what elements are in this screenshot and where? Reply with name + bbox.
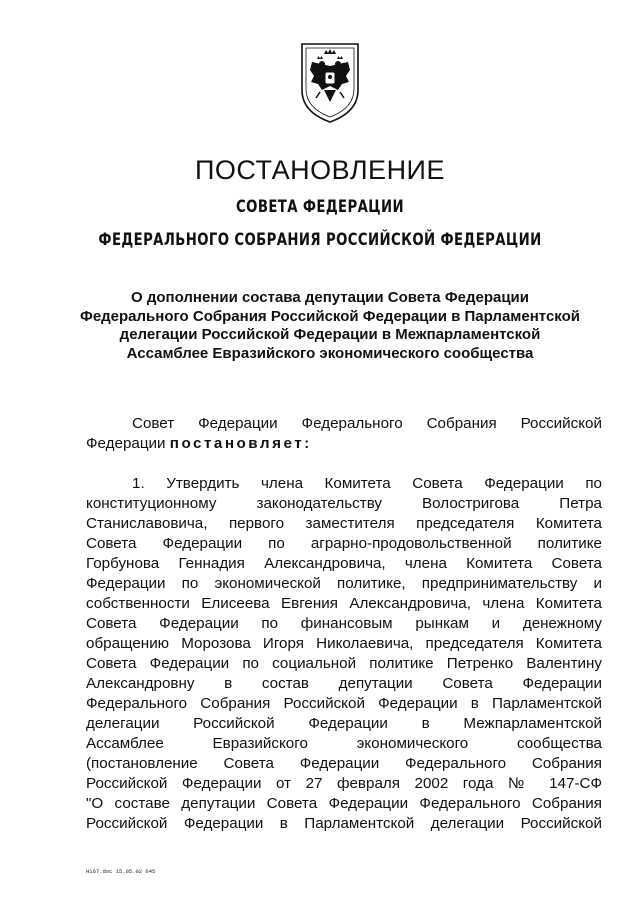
resolves-word: постановляет: — [169, 435, 312, 452]
document-subtitle-assembly: ФЕДЕРАЛЬНОГО СОБРАНИЯ РОССИЙСКОЙ ФЕДЕРАЦИИ — [98, 230, 542, 250]
clause-line: Александровну в состав депутации Совета Федерации — [86, 675, 602, 692]
heading-line: делегации Российской Федерации в Межпарламентской — [119, 326, 541, 343]
clause-line: Российской Федерации в Парламентской делегации Российской — [86, 815, 602, 832]
heading-line: Федерального Собрания Российской Федерации в Парламентской — [80, 307, 580, 325]
resolution-heading — [55, 289, 605, 363]
clause-line: обращению Морозова Игоря Николаевича, председателя Комитета — [86, 635, 602, 652]
clause-line: Совета Федерации по социальной политике Петренко Валентину — [86, 655, 602, 672]
clause-line: (постановление Совета Федерации Федерального Собрания — [86, 755, 602, 772]
clause-line: "О составе депутации Совета Федерации Федерального Собрания — [86, 795, 602, 812]
clause-1 — [86, 474, 602, 834]
intro-paragraph — [86, 414, 602, 454]
heading-line: Ассамблее Евразийского экономического сообщества — [126, 344, 534, 362]
clause-line: 1. Утвердить члена Комитета Совета Федерации по — [132, 475, 602, 492]
intro-line-prefix: Федерации — [86, 435, 166, 452]
intro-line: Совет Федерации Федерального Собрания Российской — [132, 415, 602, 432]
clause-line: делегации Российской Федерации в Межпарламентской — [86, 715, 602, 732]
clause-line: Федерального Собрания Российской Федерации в Парламентской — [86, 695, 602, 712]
heading-line: О дополнении состава депутации Совета Федерации — [130, 289, 529, 306]
clause-line: Горбунова Геннадия Александровича, члена Комитета Совета — [86, 555, 602, 572]
document-subtitle-council: СОВЕТА ФЕДЕРАЦИИ — [236, 197, 404, 217]
document-title: ПОСТАНОВЛЕНИЕ — [195, 155, 445, 185]
clause-line: Российской Федерации от 27 февраля 2002 года № 147-СФ — [86, 775, 602, 792]
clause-line: Совета Федерации по аграрно-продовольственной политике — [86, 535, 602, 552]
russian-coat-of-arms-icon — [298, 40, 362, 124]
intro-line — [86, 434, 602, 454]
clause-line: Станиславовича, первого заместителя председателя Комитета — [86, 515, 602, 532]
clause-line: конституционному законодательству Волостригова Петра — [86, 495, 602, 512]
clause-line: Совета Федерации по финансовым рынкам и денежному — [86, 615, 602, 632]
clause-line: Ассамблее Евразийского экономического сообщества — [86, 735, 602, 752]
file-footer: Н167.doc 15.05.02 645 — [86, 868, 156, 875]
clause-line: Федерации по экономической политике, предпринимательству и — [86, 575, 602, 592]
clause-line: собственности Елисеева Евгения Александровича, члена Комитета — [86, 595, 602, 612]
